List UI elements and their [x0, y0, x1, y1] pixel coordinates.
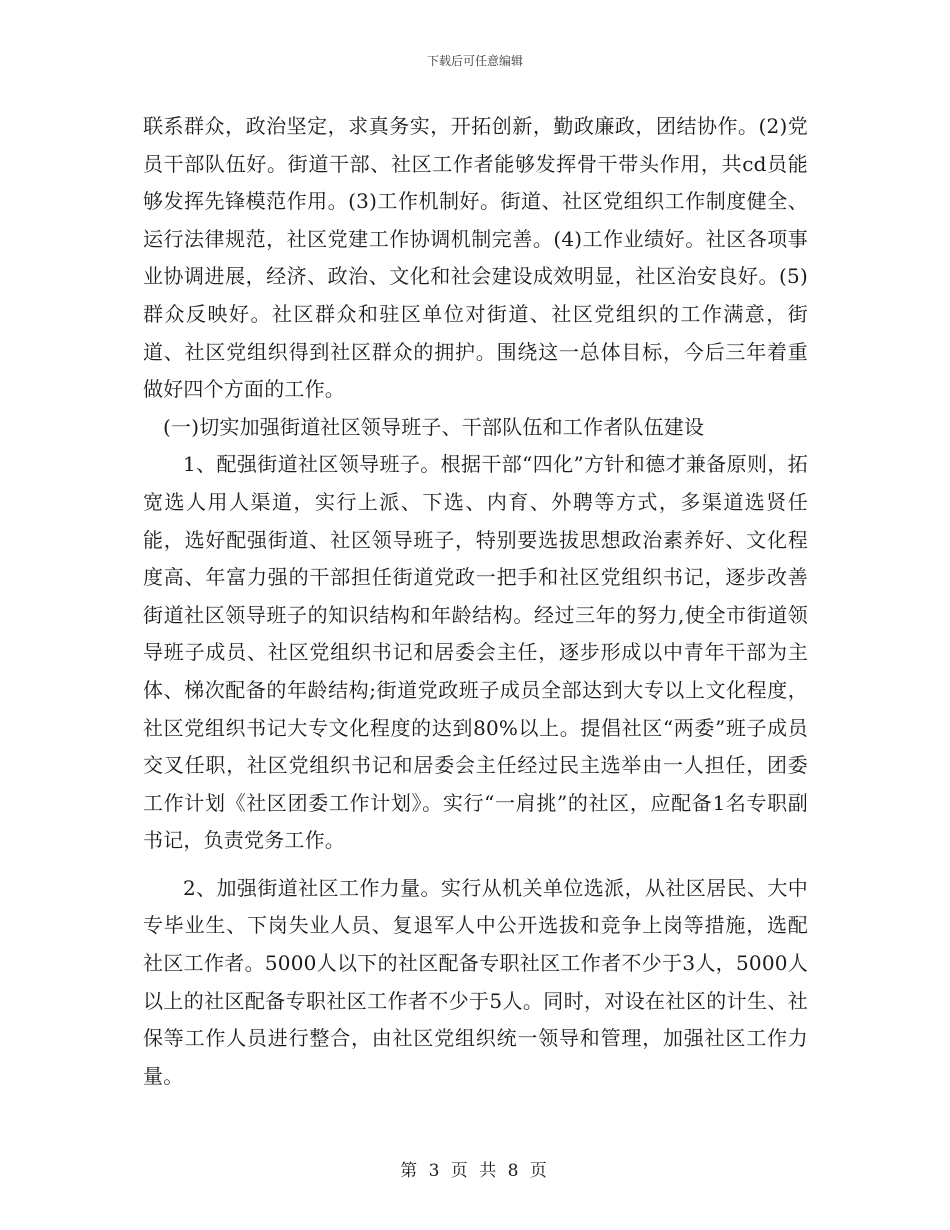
paragraph-leadership: 1、配强街道社区领导班子。根据干部“四化”方针和德才兼备原则，拓宽选人用人渠道，实行上派、下选、内育、外聘等方式，多渠道选贤任能，选好配强街道、社区领导班子，特别要选拔思想政治素养好、文化程度高、年富力强的干部担任街道党政一把手和社区党组织书记，逐步改善街道社区领导班子的知识结构和年龄结构。经过三年的努力,使全市街道领导班子成员、社区党组织书记和居委会主任，逐步形成以中青年干部为主体、梯次配备的年龄结构;街道党政班子成员全部达到大专以上文化程度，社区党组织书记大专文化程度的达到80%以上。提倡社区“两委”班子成员交叉任职，社区党组织书记和居委会主任经过民主选举由一人担任，团委工作计划《社区团委工作计划》。实行“一肩挑”的社区，应配备1名专职副书记，负责党务工作。: [143, 452, 808, 853]
section-heading: (一)切实加强街道社区领导班子、干部队伍和工作者队伍建设: [163, 414, 705, 439]
document-body: [143, 108, 808, 1095]
page-number-footer: 第 3 页 共 8 页: [400, 1161, 550, 1181]
paragraph-continuation: 联系群众，政治坚定，求真务实，开拓创新，勤政廉政，团结协作。(2)党员干部队伍好。街道干部、社区工作者能够发挥骨干带头作用，共cd员能够发挥先锋模范作用。(3)工作机制好。街道、社区党组织工作制度健全、运行法律规范，社区党建工作协调机制完善。(4)工作业绩好。社区各项事业协调进展，经济、政治、文化和社会建设成效明显，社区治安良好。(5)群众反映好。社区群众和驻区单位对街道、社区党组织的工作满意，街道、社区党组织得到社区群众的拥护。围绕这一总体目标，今后三年着重做好四个方面的工作。: [143, 114, 808, 402]
page-header: 下载后可任意编辑: [426, 54, 523, 68]
paragraph-workforce: 2、加强街道社区工作力量。实行从机关单位选派，从社区居民、大中专毕业生、下岗失业人员、复退军人中公开选拔和竞争上岗等措施，选配社区工作者。5000人以下的社区配备专职社区工作者不少于3人，5000人以上的社区配备专职社区工作者不少于5人。同时，对设在社区的计生、社保等工作人员进行整合，由社区党组织统一领导和管理，加强社区工作力量。: [143, 875, 808, 1088]
